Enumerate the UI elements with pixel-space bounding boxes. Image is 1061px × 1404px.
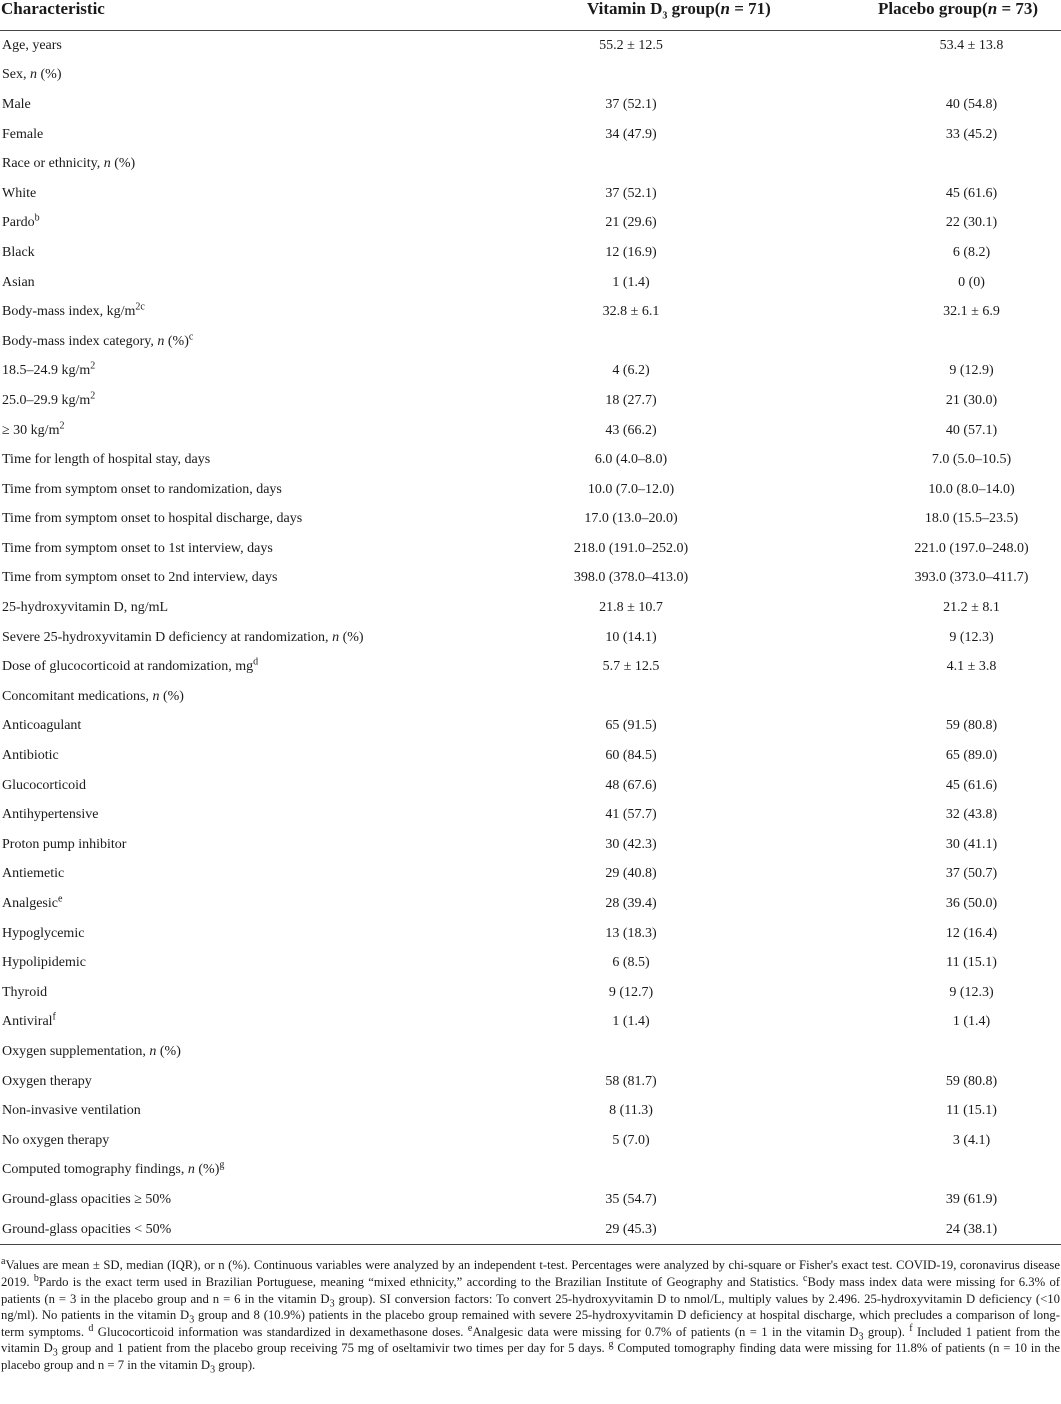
placebo-value: 36 (50.0) [945, 896, 998, 912]
row-label: Age, years [2, 37, 62, 53]
row-label: Thyroid [2, 984, 48, 1000]
row-label: Time from symptom onset to randomization, days [2, 481, 282, 497]
table-row [0, 1096, 1061, 1126]
placebo-value: 53.4 ± 13.8 [939, 37, 1004, 53]
placebo-value: 4.1 ± 3.8 [946, 659, 997, 675]
table-row [0, 978, 1061, 1008]
row-label: Sex, n (%) [2, 67, 62, 83]
vitamin-d3-value: 32.8 ± 6.1 [602, 304, 660, 320]
row-label: Analgesic$^e$ [2, 893, 63, 912]
table-row [0, 31, 1061, 61]
table-row [0, 712, 1061, 742]
placebo-value: 9 (12.3) [949, 984, 994, 1000]
placebo-value: 65 (89.0) [945, 748, 998, 764]
placebo-value: 24 (38.1) [802, 1215, 1061, 1245]
vitamin-d3-value: 10.0 (7.0–12.0) [587, 481, 675, 497]
placebo-value [802, 1037, 1061, 1067]
vitamin-d3-value: 43 (66.2) [605, 422, 657, 438]
row-label: Ground-glass opacities < 50% [0, 1215, 460, 1245]
table-row [0, 179, 1061, 209]
table-row [0, 593, 1061, 623]
row-label: Black [2, 244, 35, 260]
table-row [0, 830, 1061, 860]
placebo-value: 40 (54.8) [945, 96, 998, 112]
vitamin-d3-value: 8 (11.3) [609, 1103, 653, 1119]
table-row [0, 1008, 1061, 1038]
placebo-value: 12 (16.4) [945, 925, 998, 941]
table-row [0, 209, 1061, 239]
table-row [0, 623, 1061, 653]
row-label: Proton pump inhibitor [2, 836, 127, 852]
placebo-value: 3 (4.1) [952, 1132, 991, 1148]
vitamin-d3-value: 13 (18.3) [605, 925, 657, 941]
row-label: Female [2, 126, 44, 142]
vitamin-d3-value: 41 (57.7) [605, 807, 657, 823]
row-label: Time from symptom onset to 2nd interview, days [2, 570, 278, 586]
vitamin-d3-value: 18 (27.7) [605, 392, 657, 408]
vitamin-d3-value: 21 (29.6) [605, 215, 657, 231]
row-label: Oxygen therapy [2, 1073, 92, 1089]
table-row [0, 1215, 1061, 1245]
table-row [0, 416, 1061, 446]
placebo-value [802, 61, 1061, 91]
vitamin-d3-value [460, 1037, 802, 1067]
vitamin-d3-value: 1 (1.4) [612, 1014, 650, 1030]
vitamin-d3-value: 65 (91.5) [605, 718, 657, 734]
placebo-value: 21.2 ± 8.1 [943, 600, 1000, 616]
vitamin-d3-value: 10 (14.1) [605, 629, 657, 645]
row-label: 25.0–29.9 $kg/m^2$ [2, 390, 96, 408]
row-label: Antihypertensive [2, 807, 99, 823]
vitamin-d3-value: 21.8 ± 10.7 [599, 600, 663, 616]
placebo-value: 45 (61.6) [945, 777, 998, 793]
row-label: Ground-glass opacities ≥ 50% [2, 1191, 172, 1207]
placebo-value: 1 (1.4) [952, 1014, 991, 1030]
table-row [0, 948, 1061, 978]
row-label: Male [2, 96, 31, 112]
placebo-value: 393.0 (373.0–411.7) [914, 570, 1029, 586]
table-row [0, 1037, 1061, 1067]
placebo-value: 45 (61.6) [945, 185, 998, 201]
row-label: Pardo$^b$ [2, 212, 40, 231]
vitamin-d3-value: 48 (67.6) [605, 777, 657, 793]
row-label: Hypoglycemic [2, 925, 85, 941]
row-label: Time for length of hospital stay, days [2, 452, 211, 468]
placebo-value: 37 (50.7) [945, 866, 998, 882]
table-row [0, 771, 1061, 801]
vitamin-d3-value: 6 (8.5) [612, 955, 650, 971]
row-label: Body-mass index, $kg/m^{2c}$ [2, 301, 145, 320]
placebo-value: 6 (8.2) [952, 244, 991, 260]
table-row [0, 919, 1061, 949]
table-row [0, 564, 1061, 594]
row-label: Race or ethnicity, n (%) [2, 156, 136, 172]
vitamin-d3-value: 30 (42.3) [605, 836, 657, 852]
table-row [0, 327, 1061, 357]
row-label: Severe 25-hydroxyvitamin D deficiency at randomization, n (%) [2, 629, 364, 645]
vitamin-d3-value: 6.0 (4.0–8.0) [594, 452, 668, 468]
row-label: Body-mass index category, n (%)$^c$ [2, 331, 194, 349]
placebo-value [802, 1156, 1061, 1186]
vitamin-d3-value: 1 (1.4) [612, 274, 650, 290]
row-label: Non-invasive ventilation [2, 1103, 141, 1119]
table-row [0, 297, 1061, 327]
table-row [0, 741, 1061, 771]
vitamin-d3-value: 218.0 (191.0–252.0) [573, 540, 689, 556]
vitamin-d3-value [460, 327, 802, 357]
table-body [0, 31, 1061, 1245]
placebo-value: 11 (15.1) [946, 955, 997, 971]
row-label: Concomitant medications, n (%) [2, 688, 184, 704]
placebo-value: 7.0 (5.0–10.5) [931, 452, 1012, 468]
placebo-value: 40 (57.1) [945, 422, 998, 438]
placebo-value: 32 (43.8) [945, 807, 998, 823]
vitamin-d3-value: 34 (47.9) [605, 126, 657, 142]
vitamin-d3-value: 37 (52.1) [605, 96, 657, 112]
vitamin-d3-value: 29 (45.3) [460, 1215, 802, 1245]
table-row [0, 1156, 1061, 1186]
table-row [0, 682, 1061, 712]
row-label: Antiemetic [2, 866, 65, 882]
header-placebo-group: Placebo group(n = 73) [802, 0, 1061, 31]
vitamin-d3-value: 29 (40.8) [605, 866, 657, 882]
vitamin-d3-value: 398.0 (378.0–413.0) [573, 570, 689, 586]
placebo-value [802, 149, 1061, 179]
table-footnote: $^a$Values are mean ± SD, median (IQR), or n (%). Continuous variables were analyzed by an independent t-test. Percentages were analyzed by chi-square or Fisher's exact test. COVID-19, coronavirus disease 2019. $^b$Pardo is the exact term used in Brazilian Portuguese, meaning “mixed ethnicity,” according to the Brazilian Institute of Geography and Statistics. $^c$Body mass index data were missing for 6.3% of patients (n = 3 in the placebo group and n = 6 in the vitamin $D_3$ group). SI conversion factors: To convert 25-hydroxyvitamin D to nmol/L, multiply values by 2.496. 25-hydroxyvitamin D deficiency (<10 ng/ml). No patients in the vitamin $D_3$ group and 8 (10.9%) patients in the placebo group remained with severe 25-hydroxyvitamin D deficiency at hospital discharge, which precludes a comparison of long-term symptoms. $^d$ Glucocorticoid information was standardized in dexamethasone doses. $^e$Analgesic data were missing for 0.7% of patients (n = 1 in the vitamin $D_3$ group). $^f$ Included 1 patient from the vitamin $D_3$ group and 1 patient from the placebo group receiving 75 mg of oseltamivir two times per day for 5 days. $^g$ Computed tomography finding data were missing for 11.8% of patients (n = 10 in the placebo group and n = 7 in the vitamin $D_3$ group). [1, 1256, 1061, 1376]
row-label: No oxygen therapy [2, 1132, 110, 1148]
vitamin-d3-value: 5.7 ± 12.5 [602, 659, 660, 675]
table-row [0, 120, 1061, 150]
placebo-value: 9 (12.3) [949, 629, 994, 645]
table-row [0, 652, 1061, 682]
table-row [0, 238, 1061, 268]
table-row [0, 149, 1061, 179]
row-label: Hypolipidemic [2, 955, 86, 971]
placebo-value: 221.0 (197.0–248.0) [914, 540, 1029, 556]
row-label: Glucocorticoid [2, 777, 86, 793]
table-row [0, 860, 1061, 890]
table-row [0, 534, 1061, 564]
vitamin-d3-value: 12 (16.9) [605, 244, 657, 260]
table-row [0, 61, 1061, 91]
header-vitamin-d3-group: Vitamin $D_3$ group(n = 71) [460, 0, 802, 31]
row-label: Oxygen supplementation, n (%) [2, 1043, 181, 1059]
placebo-value [802, 327, 1061, 357]
placebo-value: 18.0 (15.5–23.5) [924, 511, 1019, 527]
table-row [0, 357, 1061, 387]
placebo-value: 32.1 ± 6.9 [943, 304, 1000, 320]
placebo-value: 21 (30.0) [945, 392, 998, 408]
table-row [0, 1185, 1061, 1215]
vitamin-d3-value: 5 (7.0) [612, 1132, 650, 1148]
vitamin-d3-value: 17.0 (13.0–20.0) [584, 511, 678, 527]
placebo-value: 59 (80.8) [945, 718, 998, 734]
table-row [0, 505, 1061, 535]
row-label: 18.5–24.9 $kg/m^2$ [2, 360, 96, 379]
vitamin-d3-value [460, 61, 802, 91]
table-row [0, 1126, 1061, 1156]
row-label: Asian [2, 274, 35, 290]
table-row [0, 1067, 1061, 1097]
row-label: 25-hydroxyvitamin D, ng/mL [2, 600, 169, 616]
vitamin-d3-value: 35 (54.7) [605, 1191, 657, 1207]
placebo-value [802, 682, 1061, 712]
placebo-value: 9 (12.9) [949, 363, 994, 379]
row-label: ≥ 30 $kg/m^2$ [2, 419, 65, 438]
table-row [0, 800, 1061, 830]
placebo-value: 11 (15.1) [946, 1103, 997, 1119]
vitamin-d3-value: 58 (81.7) [605, 1073, 657, 1089]
placebo-value: 59 (80.8) [945, 1073, 998, 1089]
placebo-value: 22 (30.1) [945, 215, 998, 231]
vitamin-d3-value: 9 (12.7) [608, 984, 654, 1000]
vitamin-d3-value: 28 (39.4) [605, 896, 657, 912]
placebo-value: 33 (45.2) [945, 126, 998, 142]
table-row [0, 475, 1061, 505]
vitamin-d3-value [460, 682, 802, 712]
table-row [0, 445, 1061, 475]
placebo-value: 30 (41.1) [945, 836, 998, 852]
row-label: Computed tomography findings, n (%)$^g$ [2, 1159, 225, 1178]
row-label: Dose of glucocorticoid at randomization, $mg^d$ [2, 656, 259, 675]
row-label: Antiviral$^f$ [2, 1011, 56, 1030]
vitamin-d3-value: 60 (84.5) [605, 748, 657, 764]
table-row [0, 90, 1061, 120]
row-label: Time from symptom onset to 1st interview, days [2, 540, 273, 556]
table-row [0, 386, 1061, 416]
header-characteristic: Characteristic [0, 0, 460, 31]
vitamin-d3-value [460, 1156, 802, 1186]
table-row [0, 889, 1061, 919]
placebo-value: 10.0 (8.0–14.0) [928, 481, 1015, 497]
table-header [0, 0, 1061, 31]
vitamin-d3-value: 55.2 ± 12.5 [599, 37, 663, 53]
placebo-value: 39 (61.9) [945, 1191, 998, 1207]
row-label: White [2, 185, 37, 201]
vitamin-d3-value: 4 (6.2) [612, 363, 650, 379]
row-label: Antibiotic [2, 748, 59, 764]
table-row [0, 268, 1061, 298]
vitamin-d3-value [460, 149, 802, 179]
placebo-value: 0 (0) [958, 274, 985, 290]
row-label: Time from symptom onset to hospital discharge, days [2, 511, 303, 527]
row-label: Anticoagulant [2, 718, 82, 734]
vitamin-d3-value: 37 (52.1) [605, 185, 657, 201]
